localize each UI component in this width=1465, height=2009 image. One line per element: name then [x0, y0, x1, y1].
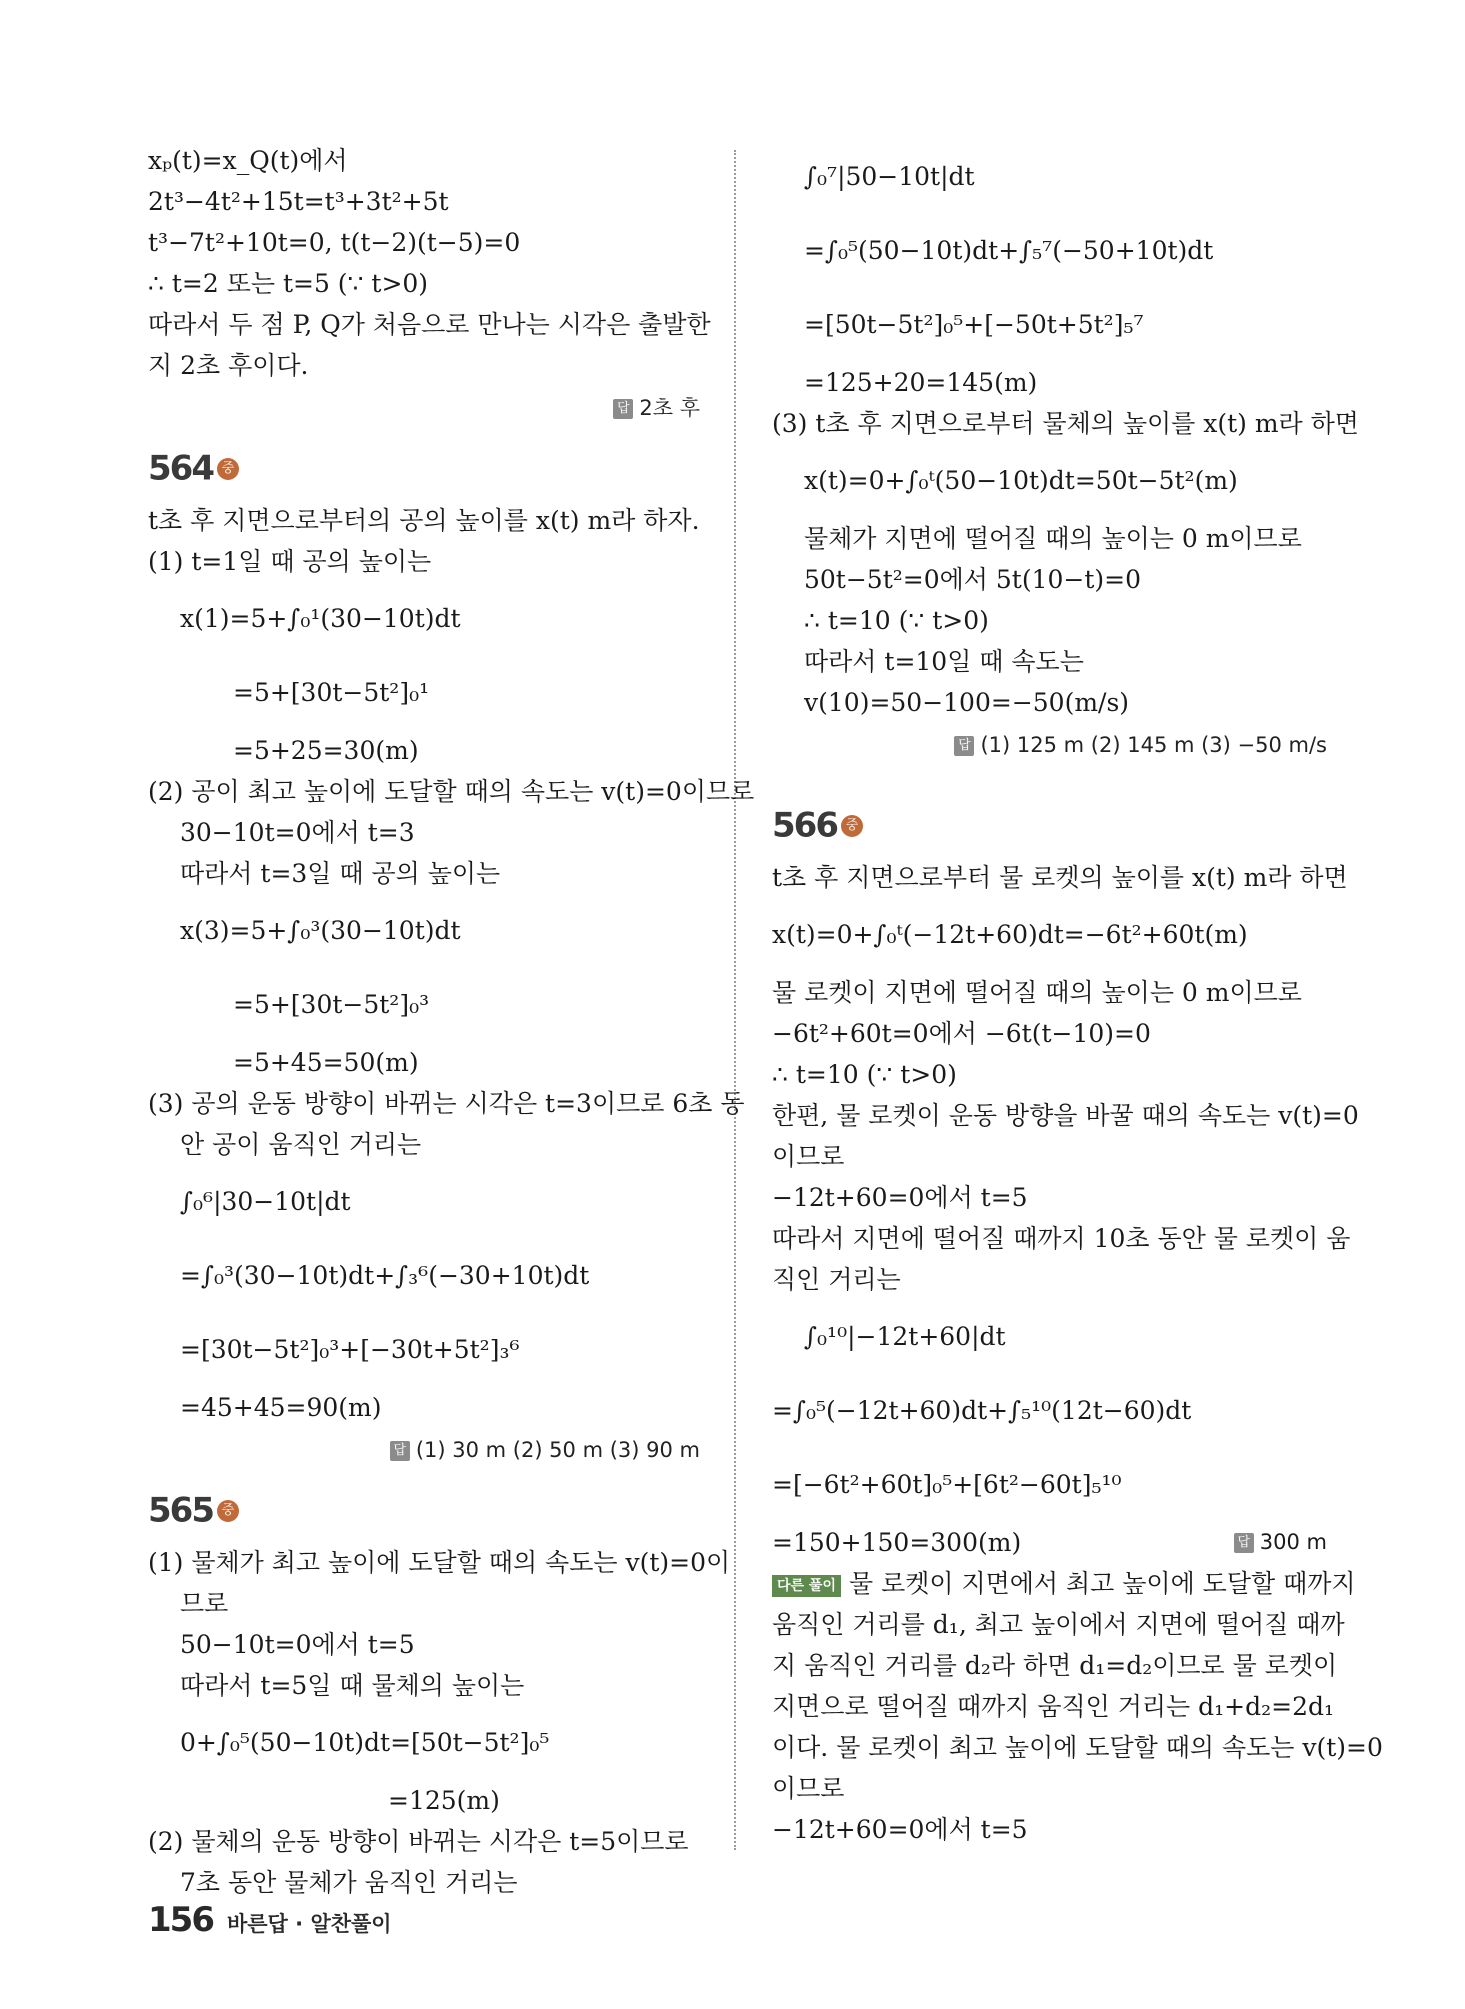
alt-solution-label: 다른 풀이	[772, 1575, 841, 1597]
difficulty-badge: 중	[217, 458, 239, 480]
math-line: =[30t−5t²]₀³+[−30t+5t²]₃⁶	[180, 1335, 520, 1364]
text-line: (2) 물체의 운동 방향이 바뀌는 시각은 t=5이므로	[148, 1827, 689, 1856]
answer-icon: 답	[1234, 1533, 1254, 1553]
text-line: 2t³−4t²+15t=t³+3t²+5t	[148, 187, 449, 216]
text-line: 따라서 t=3일 때 공의 높이는	[180, 859, 501, 888]
math-text: =150+150=300(m)	[772, 1528, 1022, 1557]
answer-text: 300 m	[1259, 1530, 1327, 1554]
difficulty-badge: 중	[841, 815, 863, 837]
text-line: (1) 물체가 최고 높이에 도달할 때의 속도는 v(t)=0이	[148, 1548, 731, 1577]
math-line: ∫₀¹⁰|−12t+60|dt	[804, 1322, 1006, 1351]
text-line: 7초 동안 물체가 움직인 거리는	[180, 1868, 518, 1897]
text-line: (1) t=1일 때 공의 높이는	[148, 547, 432, 576]
book-title: 바른답 · 알찬풀이	[226, 1912, 392, 1936]
right-column	[772, 140, 1383, 1850]
math-line: =5+[30t−5t²]₀¹	[233, 678, 430, 707]
math-line: =[50t−5t²]₀⁵+[−50t+5t²]₅⁷	[804, 310, 1144, 339]
math-line	[772, 1522, 1327, 1563]
text-line: t초 후 지면으로부터 물 로켓의 높이를 x(t) m라 하면	[772, 863, 1348, 892]
text-line: 안 공이 움직인 거리는	[180, 1130, 422, 1159]
text-line: 50−10t=0에서 t=5	[180, 1630, 415, 1659]
problem-number: 565	[148, 1490, 213, 1531]
text-line: 이므로	[772, 1142, 845, 1171]
math-line: ∫₀⁷|50−10t|dt	[804, 162, 975, 191]
text-line: 30−10t=0에서 t=3	[180, 818, 415, 847]
left-column	[148, 140, 755, 1903]
math-line: =125+20=145(m)	[804, 368, 1038, 397]
page-number: 156	[148, 1900, 213, 1940]
text: 물 로켓이 지면에서 최고 높이에 도달할 때까지	[848, 1569, 1356, 1598]
text-line: t초 후 지면으로부터의 공의 높이를 x(t) m라 하자.	[148, 506, 700, 535]
text-line: 물체가 지면에 떨어질 때의 높이는 0 m이므로	[804, 524, 1302, 553]
math-line: x(3)=5+∫₀³(30−10t)dt	[180, 916, 461, 945]
text-line: 지 움직인 거리를 d₂라 하면 d₁=d₂이므로 물 로켓이	[772, 1651, 1338, 1680]
math-line: x(1)=5+∫₀¹(30−10t)dt	[180, 604, 461, 633]
math-line: =125(m)	[388, 1786, 500, 1815]
math-line: =45+45=90(m)	[180, 1393, 382, 1422]
answer-icon: 답	[954, 736, 974, 756]
problem-565-header	[148, 1478, 700, 1542]
text-line: 따라서 지면에 떨어질 때까지 10초 동안 물 로켓이 움	[772, 1224, 1351, 1253]
answer-text: (1) 30 m (2) 50 m (3) 90 m	[415, 1438, 700, 1462]
answer-icon: 답	[613, 399, 633, 419]
math-line: 0+∫₀⁵(50−10t)dt=[50t−5t²]₀⁵	[180, 1728, 550, 1757]
text-line: (3) t초 후 지면으로부터 물체의 높이를 x(t) m라 하면	[772, 409, 1359, 438]
text-line: xₚ(t)=x_Q(t)에서	[148, 146, 348, 175]
problem-564-header	[148, 436, 700, 500]
text-line: 따라서 t=10일 때 속도는	[804, 647, 1084, 676]
text-line: ∴ t=2 또는 t=5 (∵ t>0)	[148, 269, 429, 298]
math-line: =∫₀⁵(50−10t)dt+∫₅⁷(−50+10t)dt	[804, 236, 1214, 265]
math-line: =5+25=30(m)	[233, 736, 419, 765]
math-line: ∴ t=10 (∵ t>0)	[772, 1060, 957, 1089]
problem-566-header	[772, 793, 1327, 857]
answer-563	[148, 386, 700, 430]
math-line: v(10)=50−100=−50(m/s)	[804, 688, 1130, 717]
math-line: =5+[30t−5t²]₀³	[233, 990, 430, 1019]
math-line: x(t)=0+∫₀ᵗ(−12t+60)dt=−6t²+60t(m)	[772, 920, 1248, 949]
page-footer	[148, 1895, 392, 1945]
answer-566	[1234, 1522, 1327, 1563]
text-line: t³−7t²+10t=0, t(t−2)(t−5)=0	[148, 228, 521, 257]
text-line: 이므로	[772, 1774, 845, 1803]
answer-text: 2초 후	[639, 396, 700, 420]
text-line: 한편, 물 로켓이 운동 방향을 바꿀 때의 속도는 v(t)=0	[772, 1101, 1359, 1130]
answer-565	[772, 723, 1327, 767]
text-line: 따라서 t=5일 때 물체의 높이는	[180, 1671, 525, 1700]
problem-number: 564	[148, 448, 213, 489]
math-line: =5+45=50(m)	[233, 1048, 419, 1077]
math-line: =[−6t²+60t]₀⁵+[6t²−60t]₅¹⁰	[772, 1470, 1122, 1499]
text-line: (2) 공이 최고 높이에 도달할 때의 속도는 v(t)=0이므로	[148, 777, 755, 806]
text-line: 직인 거리는	[772, 1265, 901, 1294]
math-line: =∫₀³(30−10t)dt+∫₃⁶(−30+10t)dt	[180, 1261, 590, 1290]
math-line: ∫₀⁶|30−10t|dt	[180, 1187, 351, 1216]
math-line: ∴ t=10 (∵ t>0)	[804, 606, 989, 635]
math-line: 50t−5t²=0에서 5t(10−t)=0	[804, 565, 1141, 594]
column-divider	[734, 150, 736, 1850]
text-line: (3) 공의 운동 방향이 바뀌는 시각은 t=3이므로 6초 동	[148, 1089, 745, 1118]
text-line: 물 로켓이 지면에 떨어질 때의 높이는 0 m이므로	[772, 978, 1302, 1007]
difficulty-badge: 중	[217, 1500, 239, 1522]
math-line: −12t+60=0에서 t=5	[772, 1183, 1028, 1212]
math-line: −12t+60=0에서 t=5	[772, 1815, 1028, 1844]
text-line: 지 2초 후이다.	[148, 351, 309, 380]
answer-icon: 답	[390, 1441, 410, 1461]
answer-text: (1) 125 m (2) 145 m (3) −50 m/s	[980, 733, 1327, 757]
math-line: −6t²+60t=0에서 −6t(t−10)=0	[772, 1019, 1151, 1048]
text-line: 지면으로 떨어질 때까지 움직인 거리는 d₁+d₂=2d₁	[772, 1692, 1335, 1721]
math-line: x(t)=0+∫₀ᵗ(50−10t)dt=50t−5t²(m)	[804, 466, 1238, 495]
text-line: 따라서 두 점 P, Q가 처음으로 만나는 시각은 출발한	[148, 310, 711, 339]
problem-number: 566	[772, 805, 837, 846]
text-line: 이다. 물 로켓이 최고 높이에 도달할 때의 속도는 v(t)=0	[772, 1733, 1383, 1762]
math-line: =∫₀⁵(−12t+60)dt+∫₅¹⁰(12t−60)dt	[772, 1396, 1192, 1425]
text-line: 움직인 거리를 d₁, 최고 높이에서 지면에 떨어질 때까	[772, 1610, 1345, 1639]
text-line: 므로	[180, 1589, 229, 1618]
answer-564	[148, 1428, 700, 1472]
text-line	[772, 1563, 1356, 1604]
